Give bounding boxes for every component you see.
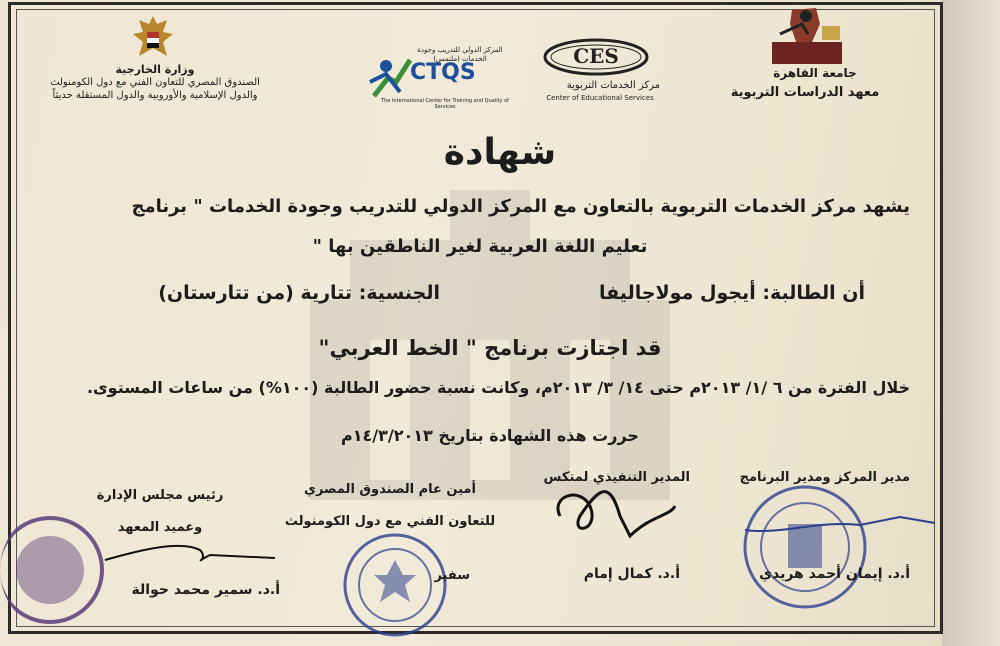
ministry-line3: والدول الإسلامية والأوروبية والدول المستقلة حديثاً: [52, 90, 258, 101]
nationality-label: الجنسية:: [358, 282, 440, 304]
certificate-line1: يشهد مركز الخدمات التربوية بالتعاون مع المركز الدولي للتدريب وجودة الخدمات " برنامج: [131, 196, 910, 217]
student-row: [520, 282, 865, 304]
signatory-1-title: مدير المركز ومدير البرنامج: [739, 470, 910, 485]
ctqs-runner-icon: [366, 52, 416, 100]
ctqs-tagline: The International Center for Training and Quality of Services: [381, 98, 509, 110]
cairo-institute: معهد الدراسات التربوية: [730, 85, 880, 100]
signatory-1-name: أ.د. إيمان أحمد هريدي: [759, 566, 910, 582]
ces-english: Center of Educational Services: [546, 94, 654, 102]
egypt-eagle-icon: [127, 12, 179, 64]
signature-executive-icon: [540, 476, 680, 546]
ministry-line1: وزارة الخارجية: [115, 63, 195, 76]
program-passed: قد اجتازت برنامج " الخط العربي": [318, 336, 662, 360]
signatory-4-name: أ.د. سمير محمد حوالة: [131, 582, 280, 598]
blue-stamp-center-icon: [340, 530, 450, 640]
signatory-3-name: سفير: [434, 568, 470, 583]
issue-date: حررت هذه الشهادة بتاريخ ١٤/٣/٢٠١٣م: [341, 426, 639, 445]
ministry-line2: الصندوق المصري للتعاون الفني مع دول الكومنولث: [50, 77, 260, 88]
signatory-2-name: أ.د. كمال إمام: [583, 566, 680, 582]
signatory-4-title2: وعميد المعهد: [117, 520, 203, 535]
signatory-3-title: أمين عام الصندوق المصري: [304, 482, 476, 497]
nationality-row: [140, 282, 440, 304]
student-name: أيجول مولاجاليفا: [599, 282, 756, 304]
ctqs-header: المركز الدولي للتدريب وجودة الخدمات (ملتمس): [417, 46, 503, 63]
purple-stamp-left-icon: [0, 510, 110, 630]
blue-stamp-right-icon: [740, 482, 870, 612]
signature-dean-icon: [100, 530, 280, 570]
ces-arabic: مركز الخدمات التربوية: [566, 80, 660, 91]
signatory-3-title2: للتعاون الفني مع دول الكومنولث: [284, 514, 496, 529]
period-text: خلال الفترة من ٦ /١/ ٢٠١٣م حتى ١٤/ ٣/ ٢٠١٣م، وكانت نسبة حضور الطالبة (١٠٠%) من ساعات المستوى.: [86, 378, 910, 397]
paper-edge: [942, 0, 1000, 646]
cairo-university-pharaoh-icon: [762, 4, 852, 66]
signatory-2-title: المدير التنفيذي لمتكس: [543, 470, 690, 485]
signatory-4-title: رئيس مجلس الإدارة: [96, 488, 224, 503]
ctqs-name: CTQS: [410, 60, 476, 85]
ces-name: CES: [573, 44, 619, 68]
cairo-university: جامعة القاهرة: [773, 66, 857, 80]
certificate-line2: تعليم اللغة العربية لغير الناطقين بها ": [312, 236, 648, 257]
student-label: أن الطالبة:: [762, 282, 865, 304]
certificate-title: شهادة: [443, 132, 557, 173]
nationality-value: تتارية (من تتارستان): [158, 282, 353, 304]
